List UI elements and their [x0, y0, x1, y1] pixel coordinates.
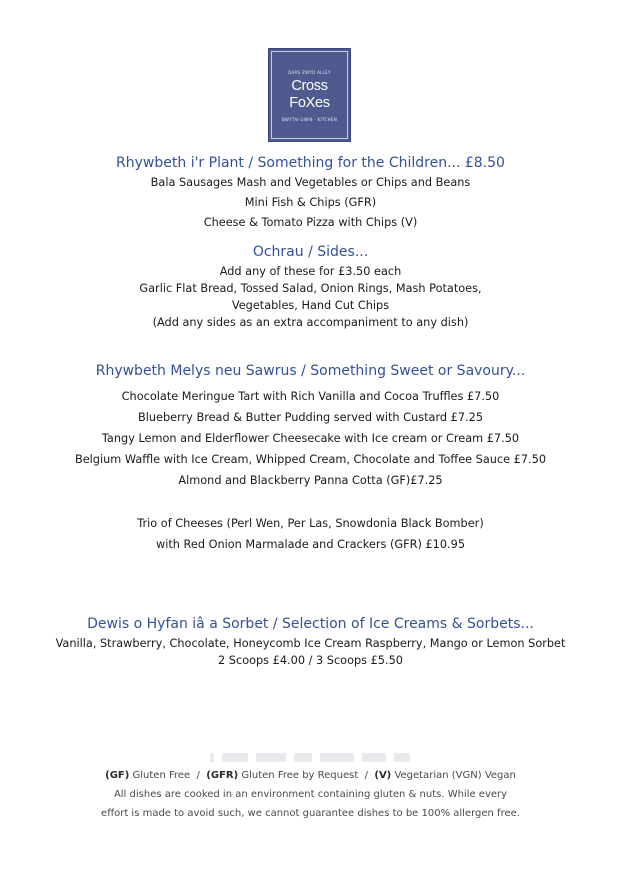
key-separator: /	[196, 770, 200, 781]
sweet-item: Belgium Waffle with Ice Cream, Whipped Cream, Chocolate and Toffee Sauce £7.50	[74, 453, 547, 466]
sides-line: Vegetables, Hand Cut Chips	[231, 299, 390, 312]
sweet-item: Tangy Lemon and Elderflower Cheesecake with Ice cream or Cream £7.50	[101, 432, 520, 445]
allergen-notice-line: effort is made to avoid such, we cannot guarantee dishes to be 100% allergen free.	[101, 808, 520, 819]
gf-label: Gluten Free	[132, 770, 191, 781]
gfr-label: Gluten Free by Request	[241, 770, 359, 781]
icecream-line: 2 Scoops £4.00 / 3 Scoops £5.50	[218, 654, 403, 667]
sweet-item: Chocolate Meringue Tart with Rich Vanilla and Cocoa Truffles £7.50	[121, 390, 500, 403]
v-code: (V)	[374, 770, 392, 781]
sides-line: (Add any sides as an extra accompaniment to any dish)	[152, 316, 469, 329]
dietary-key	[0, 770, 621, 781]
vgn-label: (VGN) Vegan	[451, 770, 516, 781]
children-heading: Rhywbeth i'r Plant / Something for the Children... £8.50	[116, 155, 505, 171]
logo-word-foxes: FoXes	[289, 95, 330, 111]
cheese-line: Trio of Cheeses (Perl Wen, Per Las, Snowdonia Black Bomber)	[137, 517, 484, 530]
gfr-code: (GFR)	[206, 770, 239, 781]
sweet-item: Almond and Blackberry Panna Cotta (GF)£7.25	[178, 474, 443, 487]
allergen-notice-line: All dishes are cooked in an environment containing gluten & nuts. While every	[113, 789, 508, 800]
icecream-line: Vanilla, Strawberry, Chocolate, Honeycomb Ice Cream Raspberry, Mango or Lemon Sorbet	[55, 637, 566, 650]
children-item: Mini Fish & Chips (GFR)	[244, 196, 377, 209]
sides-line: Add any of these for £3.50 each	[219, 265, 402, 278]
v-label: Vegetarian	[394, 770, 449, 781]
logo-word-cross: Cross	[291, 78, 328, 94]
sides-heading: Ochrau / Sides...	[252, 244, 369, 260]
children-item: Cheese & Tomato Pizza with Chips (V)	[203, 216, 418, 229]
icecream-heading: Dewis o Hyfan iâ a Sorbet / Selection of Ice Creams & Sorbets...	[87, 616, 534, 632]
cross-foxes-logo	[268, 48, 351, 142]
key-separator: /	[364, 770, 369, 781]
cheese-line: with Red Onion Marmalade and Crackers (GFR) £10.95	[155, 538, 466, 551]
faded-text-artifact	[200, 753, 420, 762]
logo-tagline-top: DARS ZWYD ALLEY	[288, 70, 331, 75]
gf-code: (GF)	[105, 770, 130, 781]
sweet-heading: Rhywbeth Melys neu Sawrus / Something Sweet or Savoury...	[95, 363, 526, 379]
logo-tagline-bottom: BWYTAI GWIN · KITCHEN	[282, 117, 337, 122]
sweet-item: Blueberry Bread & Butter Pudding served with Custard £7.25	[137, 411, 484, 424]
children-item: Bala Sausages Mash and Vegetables or Chips and Beans	[150, 176, 471, 189]
sides-line: Garlic Flat Bread, Tossed Salad, Onion Rings, Mash Potatoes,	[139, 282, 482, 295]
